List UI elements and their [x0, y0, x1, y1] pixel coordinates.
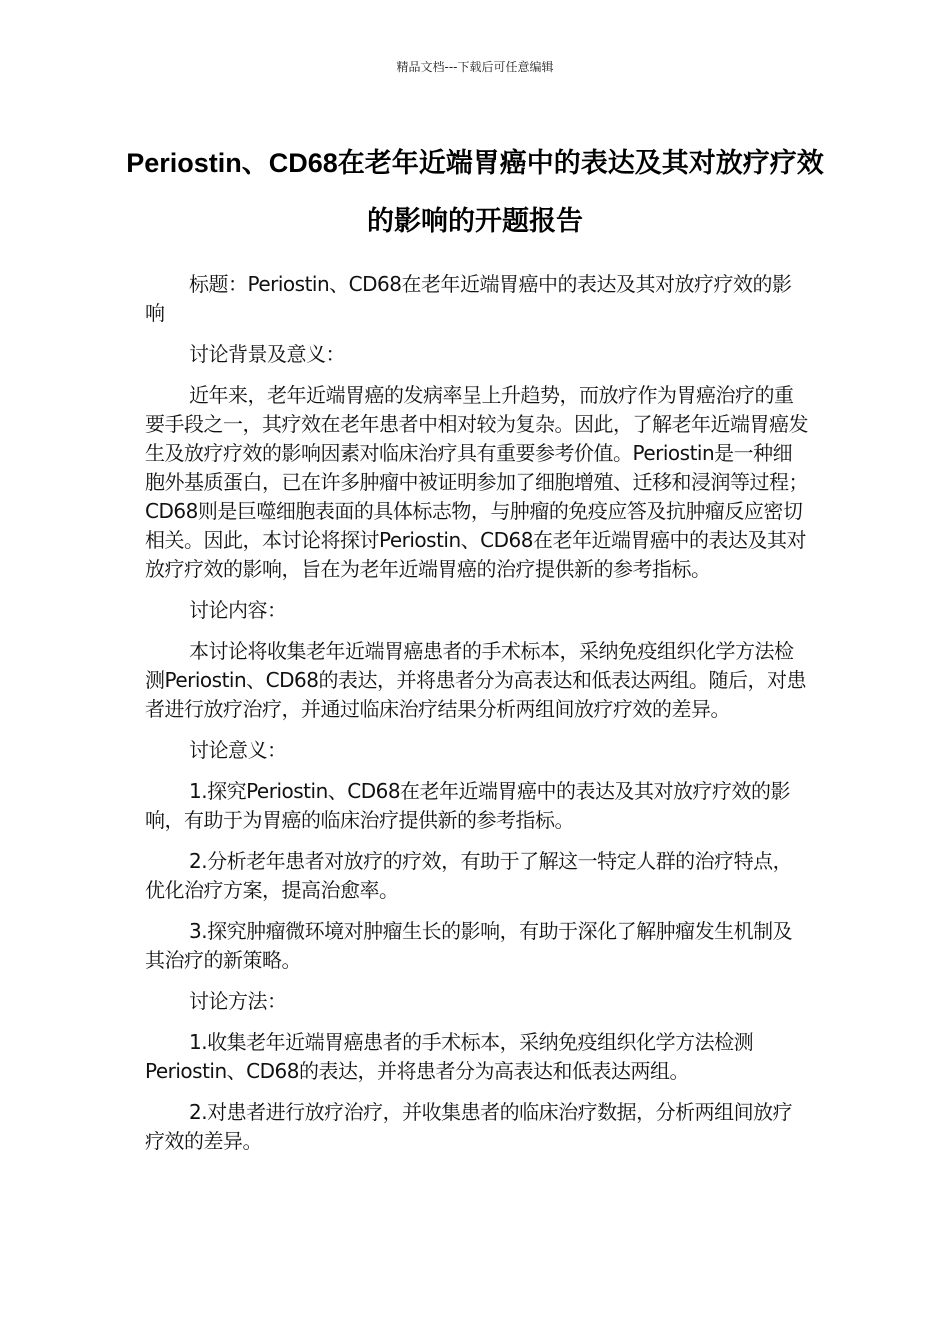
paragraph-significance-1: 1.探究Periostin、CD68在老年近端胃癌中的表达及其对放疗疗效的影响，有助于为胃癌的临床治疗提供新的参考指标。 — [145, 779, 791, 832]
heading-content: 讨论内容： — [189, 598, 287, 622]
heading-background: 讨论背景及意义： — [189, 342, 345, 366]
paragraph-significance-2: 2.分析老年患者对放疗的疗效，有助于了解这一特定人群的治疗特点，优化治疗方案，提高治愈率。 — [145, 849, 793, 902]
paragraph-method-1: 1.收集老年近端胃癌患者的手术标本，采纳免疫组织化学方法检测Periostin、CD68的表达，并将患者分为高表达和低表达两组。 — [145, 1030, 754, 1083]
paragraph-significance-3: 3.探究肿瘤微环境对肿瘤生长的影响，有助于深化了解肿瘤发生机制及其治疗的新策略。 — [145, 919, 793, 972]
paragraph-background: 近年来，老年近端胃癌的发病率呈上升趋势，而放疗作为胃癌治疗的重要手段之一，其疗效在老年患者中相对较为复杂。因此，了解老年近端胃癌发生及放疗疗效的影响因素对临床治疗具有重要参考价值。Periostin是一种细胞外基质蛋白，已在许多肿瘤中被证明参加了细胞增殖、迁移和浸润等过程；CD68则是巨噬细胞表面的具体标志物，与肿瘤的免疫应答及抗肿瘤反应密切相关。因此，本讨论将探讨Periostin、CD68在老年近端胃癌中的表达及其对放疗疗效的影响，旨在为老年近端胃癌的治疗提供新的参考指标。 — [145, 383, 808, 581]
document-body — [145, 270, 810, 1168]
document-title: Periostin、CD68在老年近端胃癌中的表达及其对放疗疗效的影响的开题报告 — [126, 148, 824, 236]
heading-methods: 讨论方法： — [189, 989, 287, 1013]
paragraph-method-2: 2.对患者进行放疗治疗，并收集患者的临床治疗数据，分析两组间放疗疗效的差异。 — [145, 1100, 793, 1153]
paragraph-subject: 标题：Periostin、CD68在老年近端胃癌中的表达及其对放疗疗效的影响 — [145, 272, 792, 325]
header-note: 精品文档---下载后可任意编辑 — [396, 60, 554, 74]
paragraph-content: 本讨论将收集老年近端胃癌患者的手术标本，采纳免疫组织化学方法检测Periostin、CD68的表达，并将患者分为高表达和低表达两组。随后，对患者进行放疗治疗，并通过临床治疗结果分析两组间放疗疗效的差异。 — [145, 639, 806, 721]
heading-significance: 讨论意义： — [189, 738, 287, 762]
